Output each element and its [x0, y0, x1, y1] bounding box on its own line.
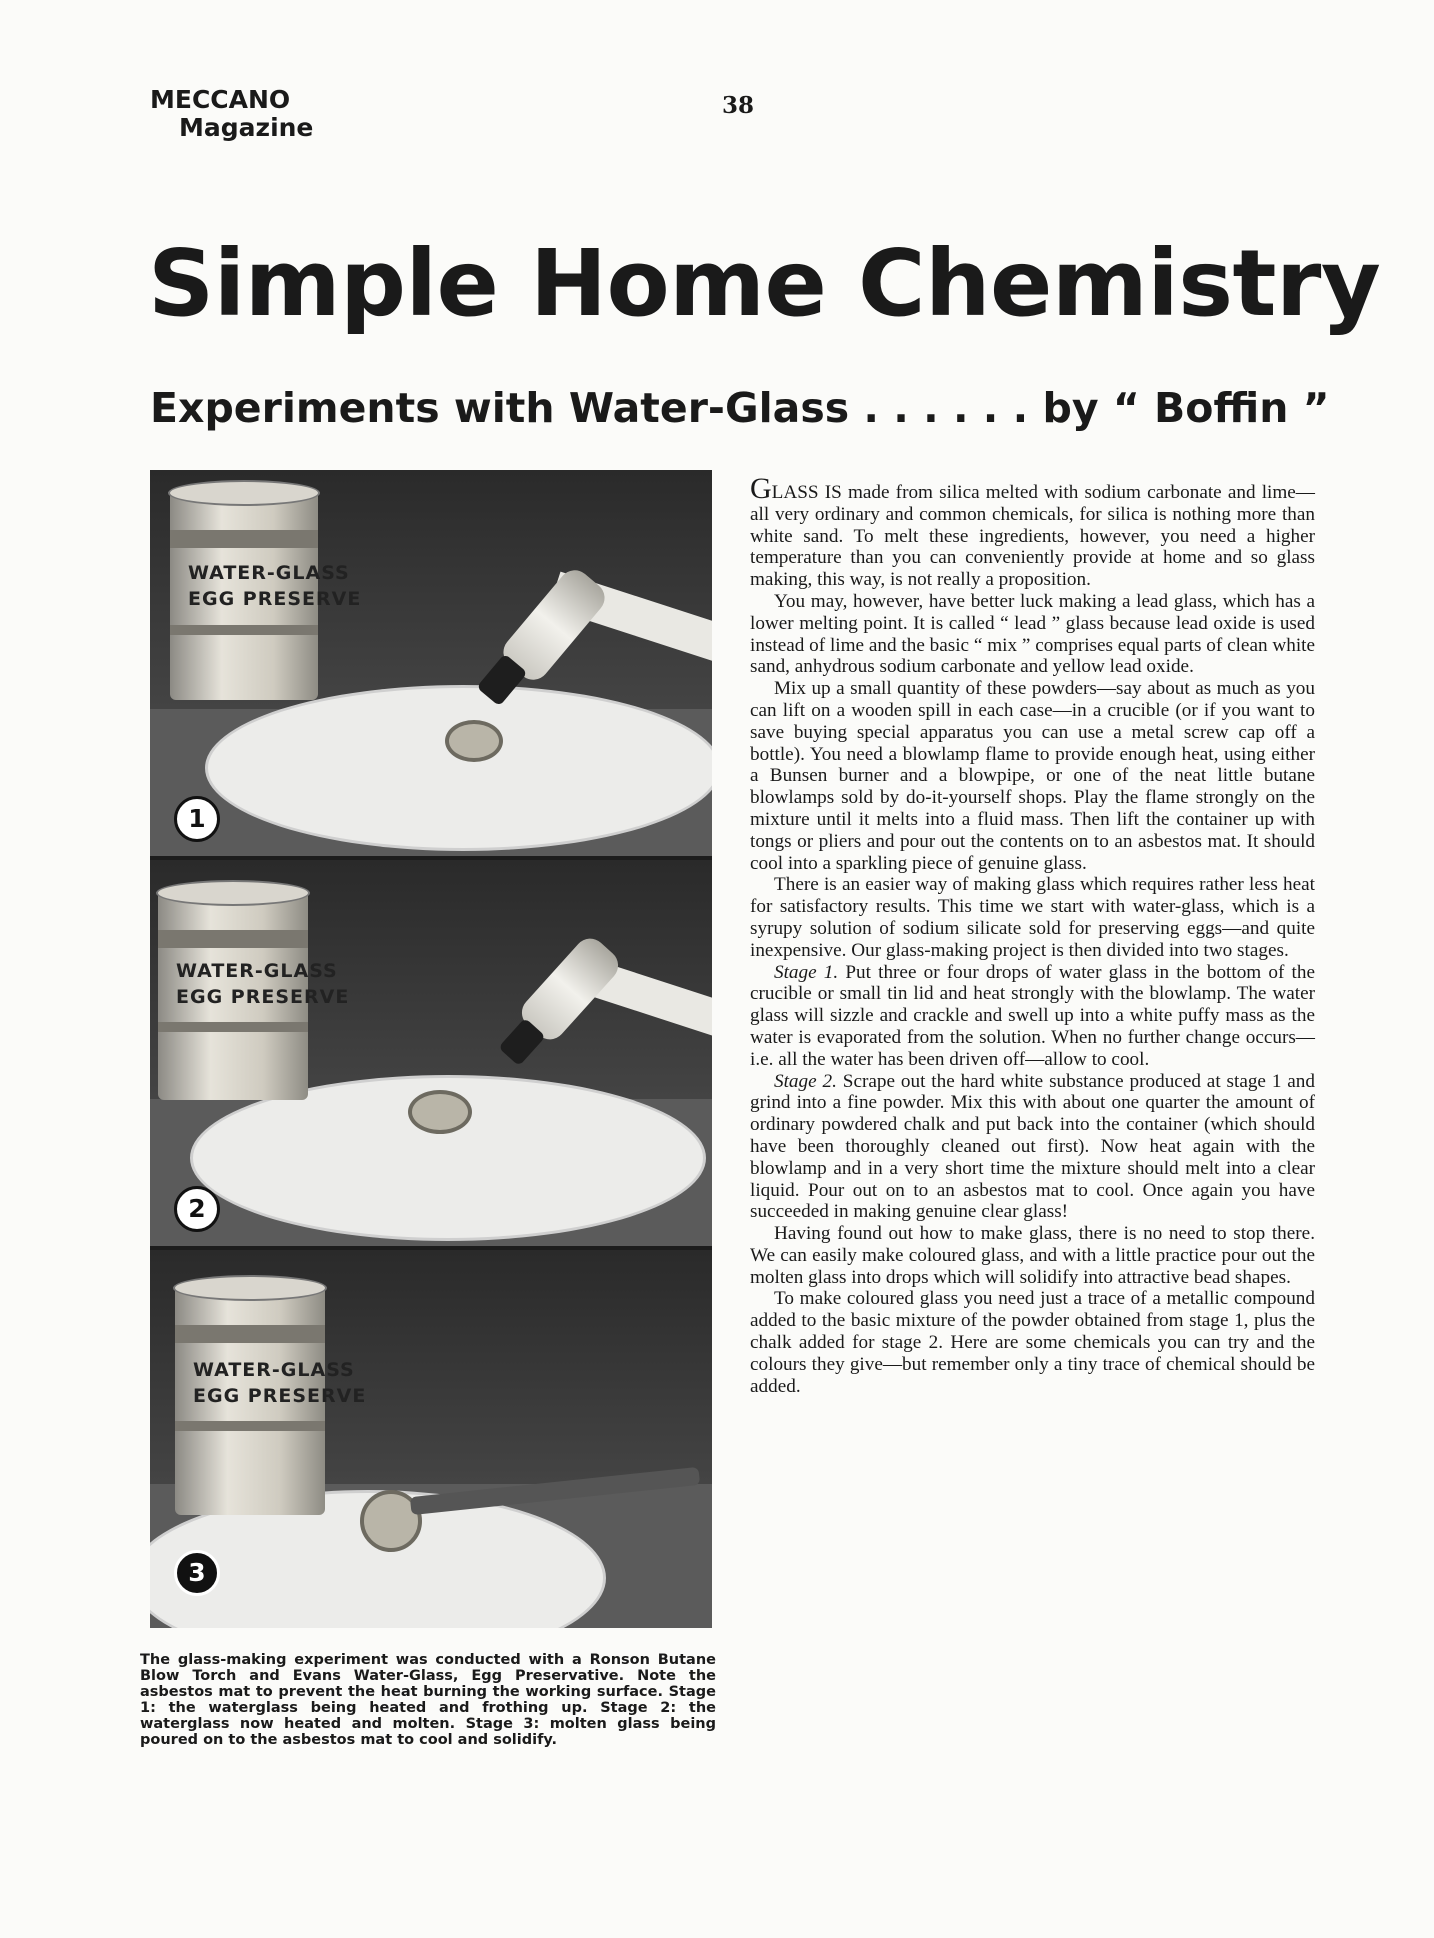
can-label-line1: WATER-GLASS — [176, 960, 338, 982]
tin-lid — [408, 1090, 472, 1134]
drop-cap: G — [750, 472, 772, 505]
water-glass-can — [158, 890, 350, 1100]
article-subtitle: Experiments with Water-Glass . . . . . . by “ Boffin ” — [150, 384, 1330, 432]
asbestos-mat — [205, 685, 712, 851]
stage-1-badge: 1 — [174, 796, 220, 842]
tin-lid — [445, 720, 503, 762]
masthead-magazine: Magazine — [179, 113, 314, 142]
paragraph-stage-1: Stage 1. Put three or four drops of water glass in the bottom of the crucible or small tin lid and heat strongly with the blowlamp. The water glass will sizzle and crackle and swell up into a white puffy mass as the water is evaporated from the solution. When no further change occurs—i.e. all the water has been driven off—allow to cool. — [750, 961, 1315, 1070]
can-label-line1: WATER-GLASS — [188, 562, 350, 584]
stage-2-label: Stage 2. — [774, 1070, 837, 1092]
paragraph-4: There is an easier way of making glass which requires rather less heat for satisfactory results. This time we start with water-glass, which is a syrupy solution of sodium silicate sold for preserving eggs—and quite inexpensive. Our glass-making project is then divided into two stages. — [750, 874, 1315, 961]
photo-stage-2 — [150, 860, 712, 1246]
photo-caption: The glass-making experiment was conducted with a Ronson Butane Blow Torch and Evans Water-Glass, Egg Preservative. Note the asbestos mat to prevent the heat burning the working surface. Stage 1: the waterglass being heated and frothing up. Stage 2: the waterglass now heated and molten. Stage 3: molten glass being poured on to the asbestos mat to cool and solidify. — [140, 1652, 716, 1748]
article-title: Simple Home Chemistry — [148, 230, 1381, 337]
paragraph-7: Having found out how to make glass, there is no need to stop there. We can easily make coloured glass, and with a little practice pour out the molten glass into drops which will solidify into attractive bead shapes. — [750, 1223, 1315, 1288]
article-body — [750, 472, 1315, 1397]
water-glass-can — [170, 490, 362, 700]
can-label-line1: WATER-GLASS — [193, 1359, 355, 1381]
photo-strip — [150, 470, 712, 1628]
page-number: 38 — [722, 92, 755, 119]
can-label-line2: EGG PRESERVE — [188, 588, 362, 610]
can-label-line2: EGG PRESERVE — [176, 986, 350, 1008]
can-label-line2: EGG PRESERVE — [193, 1385, 367, 1407]
photo-stage-1 — [150, 470, 712, 856]
water-glass-can — [175, 1285, 367, 1515]
paragraph-stage-2: Stage 2. Scrape out the hard white substance produced at stage 1 and grind into a fine powder. Mix this with about one quarter the amount of ordinary powdered chalk and put back into the container (which should have been thoroughly cleaned out first). Now heat again with the blowlamp and in a very short time the mixture should melt into a clear liquid. Pour out on to an asbestos mat to cool. Once again you have succeeded in making genuine clear glass! — [750, 1070, 1315, 1223]
stage-2-badge: 2 — [174, 1186, 220, 1232]
stage-3-badge: 3 — [174, 1550, 220, 1596]
photo-stage-3 — [150, 1250, 712, 1628]
stage-1-label: Stage 1. — [774, 961, 839, 983]
paragraph-2: You may, however, have better luck making a lead glass, which has a lower melting point. It is called “ lead ” glass because lead oxide is used instead of lime and the basic “ mix ” comprises equal parts of clean white sand, anhydrous sodium carbonate and yellow lead oxide. — [750, 590, 1315, 678]
paragraph-1: GLASS IS made from silica melted with sodium carbonate and lime—all very ordinary and common chemicals, for silica is nothing more than white sand. To melt these ingredients, however, you need a higher temperature than you can conveniently provide at home and so glass making, this way, is not really a proposition. — [750, 472, 1315, 591]
masthead — [150, 86, 313, 142]
paragraph-8: To make coloured glass you need just a trace of a metallic compound added to the basic mixture of the powder obtained from stage 1, plus the chalk added for stage 2. Here are some chemicals you can try and the colours they give—but remember only a tiny trace of chemical should be added. — [750, 1288, 1315, 1397]
masthead-meccano: MECCANO — [150, 85, 291, 114]
paragraph-3: Mix up a small quantity of these powders—say about as much as you can lift on a wooden spill in each case—in a crucible (or if you want to save buying special apparatus you can use a metal screw cap off a bottle). You need a blowlamp flame to provide enough heat, using either a Bunsen burner and a blowpipe, or one of the neat little butane blowlamps sold by do-it-yourself shops. Play the flame strongly on the mixture until it melts into a fluid mass. Then lift the container up with tongs or pliers and pour out the contents on to an asbestos mat. It should cool into a sparkling piece of genuine glass. — [750, 678, 1315, 874]
